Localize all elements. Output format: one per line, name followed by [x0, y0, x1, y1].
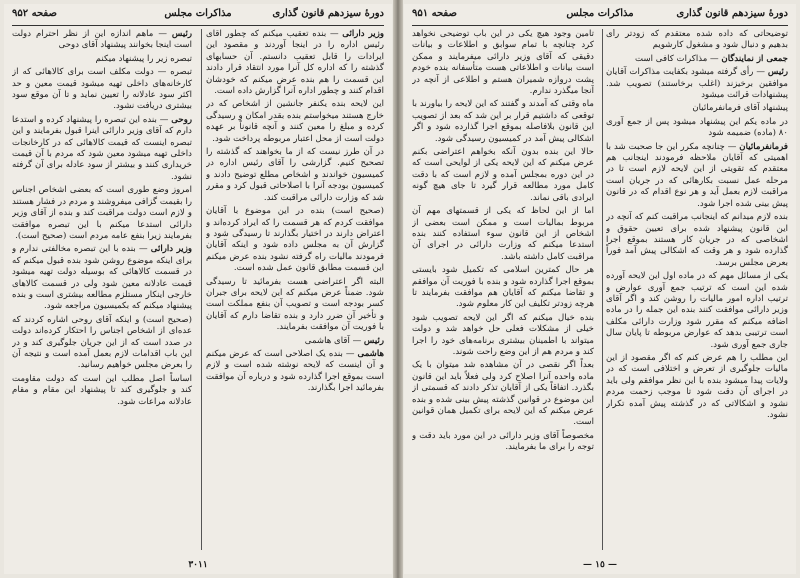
paragraph-text: — بنده با این تبصره مخالفتی ندارم و برای اینکه موضوع روشن شود بنده قبول میکنم که در قسمت کالاهائی که بوسیله دولت تهیه میشود قیمت عادلانه معین شود ولی در قسمت کالاهای خارجی اینکار مستلزم مطالعه بیشتری است و بنده پیشنهاد میکنم که بکمیسیون مراجعه شود. — [12, 244, 192, 312]
paragraph-text: امروز وضع طوری است که بعضی اشخاص اجناس را بقیمت گزافی میفروشند و مردم در فشار هستند و لازم است دولت مراقبت کند و بنده از آقای وزیر دارائی استدعا میکنم با این تبصره موافقت بفرمایند زیرا بنفع عامه مردم است (صحیح است). — [12, 185, 192, 241]
paragraph — [606, 54, 788, 65]
header-rule — [412, 25, 788, 26]
paragraph — [12, 54, 192, 65]
left-page — [4, 4, 392, 574]
speaker-name: فرمانفرمائیان — [739, 141, 788, 152]
paragraph-text: این لایحه بنده یکنفر جانشین از اشخاص که در خارج هستند میخواستم بنده بقدر امکان و رسیدگی کرده و مبلغ را معین کنند و آنچه قانوناً بر عهده دولت است از محل اعتبار مربوطه پرداخت شود. — [206, 99, 384, 144]
paragraph-text: بنده لازم میدانم که اینجانب مراقبت کنم که آنچه در این قانون پیشنهاد شده برای تعیین حقوق و اشخاصی که در جریان کار هستند بموقع اجرا گذارده شود و هر وقت که اشکالی پیش آمد فوراً بعرض مجلس برسد. — [606, 212, 788, 268]
speaker-name: وزیر دارائی — [342, 29, 384, 39]
paragraph — [412, 360, 594, 428]
column-divider — [602, 29, 603, 550]
paragraph — [606, 117, 788, 140]
speaker-name: رئیس — [363, 335, 384, 346]
paragraph — [606, 271, 788, 351]
paragraph-text: یکی از مسائل مهم که در ماده اول این لایحه آورده شده این است که ترتیب جمع آوری عوارض و ترتیب اداره امور مالیات را روشن کند و اگر آقای وزیر دارائی موافقت کنند بنده این جمله را در ماده اضافه میکنم که مقرر شود وزارت دارائی مکلف است ترتیبی بدهد که عوارض مربوطه تا پایان سال جاری جمع آوری شود. — [606, 271, 788, 350]
paragraph-text: حالا این بنده بدون آنکه بخواهم اعتراضی بکنم عرض میکنم که این لایحه یکی از لوایحی است که در این دوره بمجلس آمده و لازم است که با دقت کامل مورد مطالعه قرار گیرد تا جای هیچ گونه ایرادی باقی نماند. — [412, 147, 594, 203]
page-footer-number: ٣٠١١ — [188, 560, 208, 570]
paragraph — [206, 206, 384, 274]
header-page-number: صفحه ۹۵۲ — [12, 8, 57, 19]
paragraph-text: — بنده تعقیب میکنم که چطور آقای رئیس اداره را در اینجا آوردند و مقصود این ایرادات را قابل تعقیب دانستم. آن حسابهای گذشته را که اداره کل آنرا مورد انتقاد قرار دادند این قسمت را هم بنده عرض میکنم که خودشان اقدام کنند و چطور اداره آنرا گزارش داده است. — [206, 29, 384, 97]
paragraph-text: ماه وقتی که آمدند و گفتند که این لایحه را بیاورند با توقعی که داشتیم قرار بر این شد که بعد از تصویب این قانون بلافاصله بموقع اجرا گذارده شود و اگر اشکالی پیش آمد در کمیسیون رسیدگی شود. — [412, 99, 594, 144]
header-title: دورهٔ سیزدهم قانون گذاری — [272, 8, 384, 19]
paragraph — [412, 313, 594, 359]
speaker-name: رئیس — [767, 67, 788, 78]
speaker-name: جمعی از نمایندگان — [721, 53, 788, 64]
paragraph-text: — آقای هاشمی — [304, 335, 362, 346]
paragraph — [412, 431, 594, 454]
paragraph-text: اما از این لحاظ که یکی از قسمتهای مهم آن مربوط بمالیات است و ممکن است بعضی از اشخاص از این قانون سوء استفاده کنند بنده استدعا میکنم که وزارت دارائی در اجرای آن مراقبت کامل داشته باشد. — [412, 206, 594, 262]
page-footer-number: — ١٥ — — [583, 560, 617, 570]
header-title: دورهٔ سیزدهم قانون گذاری — [676, 8, 788, 19]
paragraph — [606, 67, 788, 101]
speaker-name: وزیر دارائی — [150, 244, 192, 255]
paragraph — [206, 99, 384, 145]
paragraph — [412, 29, 594, 97]
speaker-name: رئیس — [171, 29, 192, 39]
paragraph-text: — مذاکرات کافی است — [635, 53, 719, 64]
left-page-left-column — [12, 29, 192, 552]
header-section: مذاکرات مجلس — [566, 8, 634, 19]
paragraph — [206, 336, 384, 347]
paragraph-text: — چنانچه مکرر این جا صحبت شد با اهمیتی که آقایان ملاحظه فرمودند اینجانب هم معتقدم که تقویتی از این لایحه لازم است تا در مرحله عمل نسبت بکارهائی که در جریان است مراقبت لازم بعمل آید و هر نوع اقدام که در قانون پیش بینی شده اجرا شود. — [606, 141, 788, 209]
paragraph — [606, 103, 788, 114]
right-page-left-column — [412, 29, 594, 552]
paragraph-text: — بنده این تبصره را پیشنهاد کرده و استدعا دارم که آقای وزیر دارائی اینرا قبول بفرمایند و این تبصره اینست که قیمت کالاهائی که در کارخانجات داخلی تهیه میشود معین شود که مردم با آن قیمت خریداری کنند و بیشتر از سود عادله برای آن گرفته نشود. — [12, 114, 192, 182]
paragraph-text: در آن طرز نیست که از ما بخواهند که گذشته را تصحیح کنیم. گزارشی را آقای رئیس اداره در کمیسیون خواندند و اشخاص مطلع توضیح دادند و کمیسیون بودجه آنرا با اصلاحاتی قبول کرد و مقرر شد که وزارت دارائی مراقبت کند. — [206, 147, 384, 203]
paragraph-text: بنده خیال میکنم که اگر این لایحه تصویب شود خیلی از مشکلات فعلی حل خواهد شد و دولت میتواند با اطمینان بیشتری برنامه‌های خود را اجرا کند و مردم هم از این وضع راحت شوند. — [412, 312, 594, 357]
paragraph — [12, 374, 192, 408]
paragraph — [12, 185, 192, 242]
paragraph-text: توضیحاتی که داده شده معتقدم که زودتر رأی بدهیم و دنبال شود و مشغول کارشویم — [606, 29, 788, 51]
paragraph — [412, 265, 594, 311]
paragraph-text: بعداً اگر نقصی در آن مشاهده شد میتوان با یک ماده واحده آنرا اصلاح کرد ولی فعلاً باید این قانون بگذرد. اتفاقاً یکی از آقایان تذکر دادند که قسمتی از این موضوع در قوانین گذشته پیش بینی شده و بنده عرض میکنم که این لایحه برای تکمیل همان قوانین است. — [412, 360, 594, 428]
paragraph — [12, 67, 192, 113]
paragraph-text: (صحیح است) بنده در این موضوع با آقایان موافقت کردم که هر قسمت را که ایراد کرده‌اند و اعتراض دارند در اختیار بگذارند تا رسیدگی شود و گزارش آن به مجلس داده شود و اینکه آقایان فرمودند مالیات راه گرفته نشود بنده عرض میکنم این قسمت مطابق قانون عمل شده است. — [206, 206, 384, 274]
right-page — [404, 4, 796, 574]
paragraph — [12, 115, 192, 183]
paragraph — [12, 315, 192, 372]
paragraph — [206, 29, 384, 97]
speaker-name: هاشمی — [357, 348, 384, 359]
paragraph — [206, 277, 384, 334]
header-rule — [12, 25, 384, 26]
paragraph — [606, 212, 788, 269]
column-divider — [201, 29, 202, 550]
paragraph-text: — ماهم اندازه این از نظر احترام دولت است اینجا بخوانند پیشنهاد آقای دوحی — [12, 29, 192, 51]
paragraph-text: مخصوصاً آقای وزیر دارائی در این مورد باید دقت و توجه را برای ما بفرمایند. — [412, 430, 594, 453]
paragraph — [206, 349, 384, 395]
paragraph — [412, 147, 594, 204]
paragraph — [412, 99, 594, 145]
paragraph-text: پیشنهاد آقای فرمانفرمائیان — [692, 103, 788, 114]
paragraph-text: تبصره زیر را پیشنهاد میکنم — [95, 53, 192, 64]
paragraph — [12, 244, 192, 312]
paragraph-text: البته اگر اعتراضی هست بفرمائید تا رسیدگی شود. ضمناً عرض میکنم که این لایحه برای جبران کسر بودجه است و تصویب آن بنفع مملکت است و تأخیر آن ضرر دارد و بنده تقاضا دارم که آقایان با فوریت آن موافقت بفرمایند. — [206, 276, 384, 333]
left-page-right-column — [206, 29, 384, 552]
paragraph-text: هر حال کمترین اسلامی که تکمیل شود بایستی بموقع اجرا گذارده شود و بنده با فوریت آن موافقم و تقاضا میکنم که آقایان هم موافقت بفرمایند تا هرچه زودتر تکلیف این کار معلوم شود. — [412, 265, 594, 310]
book-gutter — [393, 0, 403, 578]
right-page-header — [412, 8, 788, 24]
paragraph — [206, 147, 384, 204]
paragraph — [606, 142, 788, 210]
paragraph-text: در ماده یکم این پیشنهاد میشود پس از جمع آوری ۸۰ (ماده) ضمیمه شود — [606, 116, 788, 139]
paragraph — [12, 29, 192, 52]
left-page-header — [12, 8, 384, 24]
paragraph-text: این مطلب را هم عرض کنم که اگر مقصود از این مالیات جلوگیری از تعرض و اختلافی است که در ولایات پیدا میشود بنده با این نظر موافقم ولی باید در اجرای آن دقت شود تا موجب زحمت مردم نشود و اشکالاتی که در گذشته پیش آمده تکرار نشود. — [606, 352, 788, 420]
header-page-number: صفحه ۹۵۱ — [412, 8, 457, 19]
paragraph — [606, 29, 788, 52]
paragraph-text: (صحیح است) و اینکه آقای روحی اشاره کردند که عده‌ای از اشخاص اجناس را احتکار کرده‌اند دولت در صدد است که از این جریان جلوگیری کند و در این باب اقدامات لازم بعمل آمده است و نتیجه آن را بعرض مجلس خواهیم رسانید. — [12, 314, 192, 371]
right-page-right-column — [606, 29, 788, 552]
paragraph-text: — رأی گرفته میشود بکفایت مذاکرات آقایان موافقین برخیزند (اغلب برخاستند) تصویب شد. پیشنهادات قرائت میشود — [606, 67, 788, 101]
paragraph-text: اساساً اصل مطلب این است که دولت مقاومت کند و جلوگیری کند تا پیشنهاد این مقام و مقام عادلانه مراعات شود. — [12, 373, 192, 407]
paragraph — [606, 353, 788, 421]
speaker-name: روحی — [171, 114, 192, 125]
paragraph-text: تبصره — دولت مکلف است برای کالاهائی که از کارخانه‌های داخلی تهیه میشود قیمت معین و حد اکثر سود عادلانه را تعیین نماید و تا آن موقع سود بیشتری دریافت نشود. — [12, 67, 192, 112]
header-section: مذاکرات مجلس — [164, 8, 232, 19]
paragraph — [412, 206, 594, 263]
paragraph-text: — بنده یک اصلاحی است که عرض میکنم و آن اینست که لایحه نوشته شده است و لازم است بموقع اجرا گذارده شود و درباره آن موافقت بفرمائید اجرا بگذارند. — [206, 348, 384, 394]
paragraph-text: تأمین وجود هیچ یکی در این باب توضیحی نخواهد کرد چنانچه با تمام سوابق و اطلاعات و بیانات دقیقی که آقای وزیر دارائی میفرمایند و ممکن است بیانات و اطلاعاتی هست متأسفانه بنده خودم پشت دروازه شمیران هستم و اطلاعی از آنچه در آنجا میگذرد ندارم. — [412, 29, 594, 97]
